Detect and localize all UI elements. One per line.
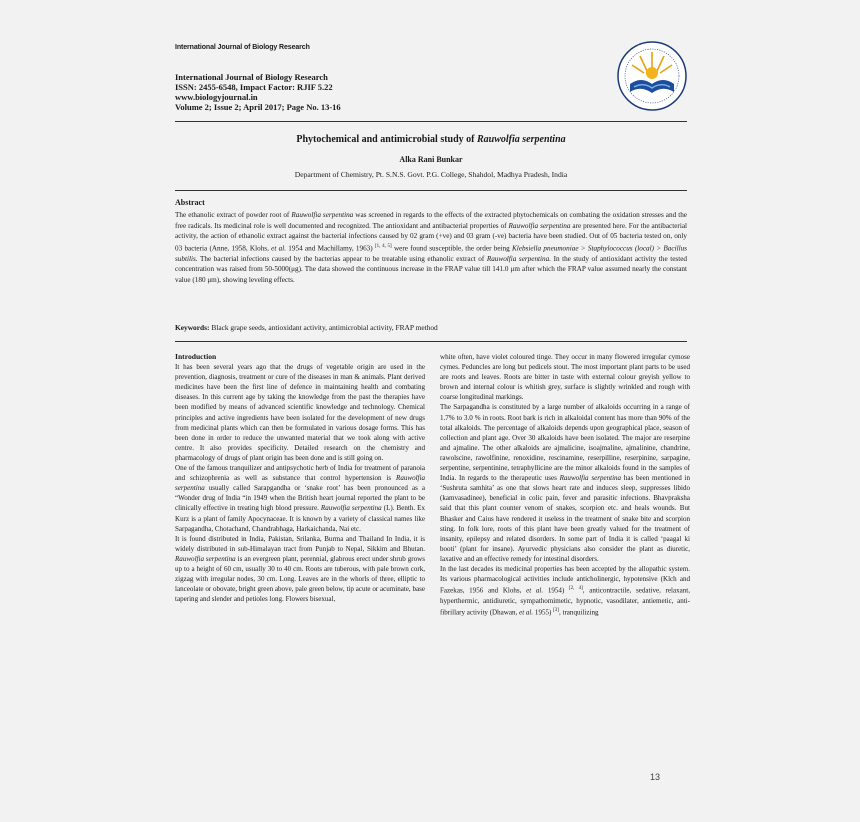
introduction-heading: Introduction — [175, 352, 217, 361]
keywords: Keywords: Black grape seeds, antioxidant activity, antimicrobial activity, FRAP method — [175, 323, 438, 332]
paragraph: It is found distributed in India, Pakistan, Srilanka, Burma and Thailand In India, it is widely distributed in sub-Himalayan tract from Punjab to Nepal, Sikkim and Bhutan. Rauwolfia serpentina is an evergreen plant, perennial, glabrous erect under shrub grows up to a height of 60 cm, usually 30 to 40 cm. Roots are tuberous, with pale brown cork, zigzag with irregular nodes, 30 cm. Long. Leaves are in the whorls of three, elliptic to lanceolate or obovate, bright green above, pale green below, tip acute or acuminate, base tapering and slender and petioles long. Flowers bisexual, — [175, 534, 425, 604]
journal-logo-icon — [616, 40, 688, 112]
journal-name: International Journal of Biology Research — [175, 72, 328, 82]
paragraph: In the last decades its medicinal properties has been accepted by the allopathic system. Its various pharmacological activities include anticholinergic, hypotensive (Klch and Fazekas, 1956 and Klohs, et al. 1954) [2, 4], anticontractile, sedative, relaxant, hyperthermic, antidiuretic, sympathomimetic, hypnotic, vasodilater, antiemetic, anti-fibrillary activity (Dhawan, et al. 1955) [3], tranquilizing — [440, 564, 691, 617]
abstract-heading: Abstract — [175, 198, 205, 207]
journal-issn: ISSN: 2455-6548, Impact Factor: RJIF 5.22 — [175, 82, 333, 92]
abstract-text: The ethanolic extract of powder root of Rauwolfia serpentina was screened in regards to the effects of the extracted phytochemicals on combating the oxidation stresses and the free radicals. Its medicinal role is well documented and recognized. The antioxidant and antibacterial properties of Rauwolfia serpentina are presented here. For the antibacterial activity, the action of ethanolic extract against the bacterial infections caused by 02 gram (+ve) and 03 gram (-ve) bacteria have been studied. Out of 05 bacteria tested on, only 03 bacteria (Anne, 1958, Klohs, et al. 1954 and Machillamy, 1963) [1, 4, 5] were found susceptible, the order being Klebsiella pneumoniae > Staphylococcus (local) > Bacillus subtilis. The bacterial infections caused by the bacterias appear to be treatable using ethanolic extract of Rauwolfia serpentina. In the study of antioxidant activity the tested concentration was raised from 50-5000(μg). The data showed the continuous increase in the FRAP value till 141.0 μm after which the FRAP value assumed nearly the constant value (180 μm), showing leveling effects. — [175, 211, 688, 284]
running-header: International Journal of Biology Research — [175, 44, 310, 51]
author-name: Alka Rani Bunkar — [399, 155, 463, 164]
paragraph: The Sarpagandha is constituted by a large number of alkaloids occurring in a range of 1.7% to 3.0 % in roots. Root bark is rich in alkaloidal content has more than 90% of the total alkaloids. The percentage of alkaloids depends upon geographical place, season of collection and plant age. Over 30 alkaloids have been isolated. The major are reserpine and ajmaline. The other alkaloids are ajmalicine, isoajmaline, ajmalinine, chandrine, rawolscine, rawolfinine, renoxidine, rescinamine, reserpilline, reserpinine, sarpagine, serpentine, serpentinine, tetraphyllicine are the minor alkaloids found in the samples of India. In regards to the therapeutic uses Rauwolfia serpentina has been mentioned in ‘Sushruta samhita’ as one that slows heart rate and induces sleep, suppresses libido (kamvasadinee), beneficial in colic pain, fever and parasitic infections. Bhavpraksha said that this plant counter venom of snakes, scorpion etc. and heals wounds. But Bhasker and Caius have rendered it useless in the treatment of snake bite and scorpion sting. In folk lore, roots of this plant have been greatly valued for the treatment of insanity, epilepsy and related disorders. In some part of India it is called ‘paagal ki booti’ (plant for insane). Ayurvedic physicians also consider the plant as diuretic, laxative and an effective remedy for intestinal disorders. — [440, 403, 690, 563]
keywords-bottom-rule — [175, 341, 687, 342]
journal-info — [175, 72, 341, 112]
paragraph: It has been several years ago that the drugs of vegetable origin are used in the prevention, diagnosis, treatment or cure of the diseases in man & animals. Plant derived medicines have been the first line of defence in maintaining health and combating diseases. In this current age by taking the knowledge from the past the therapies have been modified by means of advanced scientific knowledge and technology. Chemical principles and active ingredients have been isolated for the development of new drugs from medicinal plants which can then be formulated in various dosage forms. This has been done in order to reduce the unwanted material that we took along with active centre. It also provides specificity. Detailed research on the chemistry and pharmacology of drugs of plant origin has been done and is still going on. — [175, 363, 425, 462]
affiliation: Department of Chemistry, Pt. S.N.S. Govt. P.G. College, Shahdol, Madhya Pradesh, India — [294, 170, 568, 179]
paper-title: Phytochemical and antimicrobial study of Rauwolfia serpentina — [296, 134, 566, 145]
paragraph: One of the famous tranquilizer and antipsychotic herb of India for treatment of paranoia and schizophrenia as well as substance that control hypertension is Rauwolfia serpentina usually called Sarapgandha or ‘snake root’ has been pronounced as a “Wonder drug of India “in 1949 when the British heart journal reported the plant to be clinically effective in treating high blood pressure. Rauwolfia serpentina (L). Benth. Ex Kurz is a plant of family Apocynaceae. It is known by a variety of classical names like Sarpagandha, Chotachand, Chandrabhaga, Harkaichanda, Nai etc. — [175, 464, 426, 533]
page-number: 13 — [650, 772, 661, 782]
paragraph: white often, have violet coloured tinge. They occur in many flowered irregular cymose cymes. Peduncles are long but pedicels stout. The most important plant parts to be used are roots and leaves. Roots are bitter in taste with external colour greyish yellow to brown and internal colour is whitish grey, surface is slightly wrinkled and rough with coarse longitudinal markings. — [440, 353, 690, 402]
right-column — [440, 352, 690, 617]
journal-url: www.biologyjournal.in — [175, 92, 258, 102]
header-rule — [175, 121, 687, 122]
journal-volume: Volume 2; Issue 2; April 2017; Page No. 13-16 — [175, 102, 341, 112]
abstract-top-rule — [175, 190, 687, 191]
left-column — [175, 352, 425, 604]
